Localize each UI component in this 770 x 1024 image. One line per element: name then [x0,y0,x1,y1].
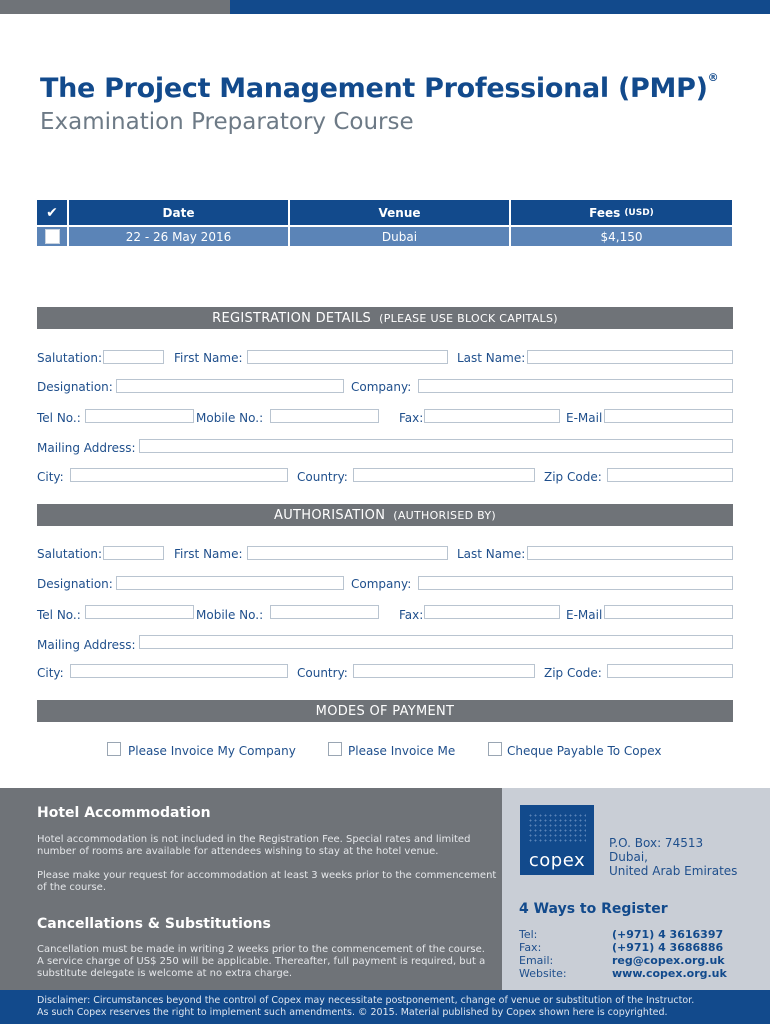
reg-first-name-field[interactable] [247,350,448,364]
fees-cell: $4,150 [511,227,732,246]
registration-heading-bar: REGISTRATION DETAILS (PLEASE USE BLOCK CAPITALS) [37,307,733,329]
hotel-text-2a: Please make your request for accommodation at least 3 weeks prior to the commencement [37,870,497,881]
auth-last-name-field[interactable] [527,546,733,560]
page-title: The Project Management Professional (PMP)® [40,71,719,104]
tel-value[interactable]: (+971) 4 3616397 [612,928,724,941]
reg-last-name-field[interactable] [527,350,733,364]
auth-zip-field[interactable] [607,664,733,678]
auth-fax-label: Fax: [399,608,424,622]
reg-zip-label: Zip Code: [544,470,602,484]
authorisation-heading-bar: AUTHORISATION (AUTHORISED BY) [37,504,733,526]
auth-country-label: Country: [297,666,348,680]
payment-heading-bar: MODES OF PAYMENT [37,700,733,722]
reg-designation-label: Designation: [37,380,113,394]
top-bar-grey [0,0,230,14]
cheque-label: Cheque Payable To Copex [507,744,662,758]
cancellations-text-3: substitute delegate is welcome at no extra charge. [37,968,293,979]
auth-email-label: E-Mail [566,608,603,622]
logo-dot-pattern [528,813,586,843]
course-select-checkbox[interactable] [45,229,60,244]
auth-first-name-field[interactable] [247,546,448,560]
reg-email-field[interactable] [604,409,733,423]
reg-company-field[interactable] [418,379,733,393]
date-column-header: Date [69,200,288,225]
hotel-text-1a: Hotel accommodation is not included in the Registration Fee. Special rates and limited [37,834,471,845]
venue-column-header: Venue [290,200,509,225]
auth-city-label: City: [37,666,64,680]
reg-mailing-label: Mailing Address: [37,441,136,455]
cheque-checkbox[interactable] [488,742,502,756]
auth-tel-label: Tel No.: [37,608,81,622]
fax-label: Fax: [519,941,542,954]
auth-email-field[interactable] [604,605,733,619]
auth-salutation-label: Salutation: [37,547,102,561]
logo-text: copex [528,850,586,871]
reg-country-field[interactable] [353,468,535,482]
email-link[interactable]: reg@copex.org.uk [612,954,725,967]
auth-company-label: Company: [351,577,412,591]
address-line-3: United Arab Emirates [609,864,738,878]
address-line-2: Dubai, [609,850,648,864]
website-label: Website: [519,967,567,980]
email-label: Email: [519,954,554,967]
reg-fax-label: Fax: [399,411,424,425]
auth-tel-field[interactable] [85,605,194,619]
reg-first-name-label: First Name: [174,351,243,365]
reg-designation-field[interactable] [116,379,344,393]
reg-zip-field[interactable] [607,468,733,482]
select-cell [37,227,67,246]
auth-zip-label: Zip Code: [544,666,602,680]
hotel-heading: Hotel Accommodation [37,805,211,821]
auth-mailing-label: Mailing Address: [37,638,136,652]
auth-first-name-label: First Name: [174,547,243,561]
reg-mobile-field[interactable] [270,409,379,423]
auth-mobile-field[interactable] [270,605,379,619]
reg-mobile-label: Mobile No.: [196,411,264,425]
reg-fax-field[interactable] [424,409,560,423]
disclaimer-line-1: Disclaimer: Circumstances beyond the control of Copex may necessitate postponement, change of venue or substitution of the Instructor. [37,995,695,1006]
fax-value: (+971) 4 3686886 [612,941,724,954]
address-line-1: P.O. Box: 74513 [609,836,704,850]
cancellations-text-2: A service charge of US$ 250 will be applicable. Thereafter, full payment is required, but a [37,956,486,967]
auth-company-field[interactable] [418,576,733,590]
hotel-text-2b: of the course. [37,882,107,893]
fees-column-header: Fees (USD) [511,200,732,225]
hotel-text-1b: number of rooms are available for attendees wishing to stay at the hotel venue. [37,846,439,857]
website-link[interactable]: www.copex.org.uk [612,967,727,980]
reg-last-name-label: Last Name: [457,351,526,365]
auth-designation-field[interactable] [116,576,344,590]
auth-fax-field[interactable] [424,605,560,619]
reg-company-label: Company: [351,380,412,394]
auth-last-name-label: Last Name: [457,547,526,561]
auth-country-field[interactable] [353,664,535,678]
page-subtitle: Examination Preparatory Course [40,109,414,135]
top-bar-blue [230,0,770,14]
auth-mobile-label: Mobile No.: [196,608,264,622]
reg-tel-label: Tel No.: [37,411,81,425]
invoice-company-checkbox[interactable] [107,742,121,756]
invoice-me-label: Please Invoice Me [348,744,456,758]
cancellations-text-1: Cancellation must be made in writing 2 weeks prior to the commencement of the course. [37,944,485,955]
register-heading: 4 Ways to Register [519,901,668,917]
tel-label: Tel: [519,928,538,941]
auth-salutation-field[interactable] [103,546,164,560]
auth-designation-label: Designation: [37,577,113,591]
registered-mark: ® [707,71,719,84]
invoice-company-label: Please Invoice My Company [128,744,296,758]
copex-logo [520,805,594,875]
reg-city-label: City: [37,470,64,484]
select-column-header [37,200,67,225]
venue-cell: Dubai [290,227,509,246]
disclaimer-line-2: As such Copex reserves the right to implement such amendments. © 2015. Material published by Copex shown here is copyrighted. [37,1007,668,1018]
reg-city-field[interactable] [70,468,288,482]
auth-city-field[interactable] [70,664,288,678]
date-cell: 22 - 26 May 2016 [69,227,288,246]
reg-email-label: E-Mail [566,411,603,425]
auth-mailing-field[interactable] [139,635,733,649]
invoice-me-checkbox[interactable] [328,742,342,756]
reg-salutation-field[interactable] [103,350,164,364]
reg-mailing-field[interactable] [139,439,733,453]
cancellations-heading: Cancellations & Substitutions [37,916,271,932]
reg-country-label: Country: [297,470,348,484]
reg-tel-field[interactable] [85,409,194,423]
checkmark-icon: ✔ [46,204,58,221]
reg-salutation-label: Salutation: [37,351,102,365]
